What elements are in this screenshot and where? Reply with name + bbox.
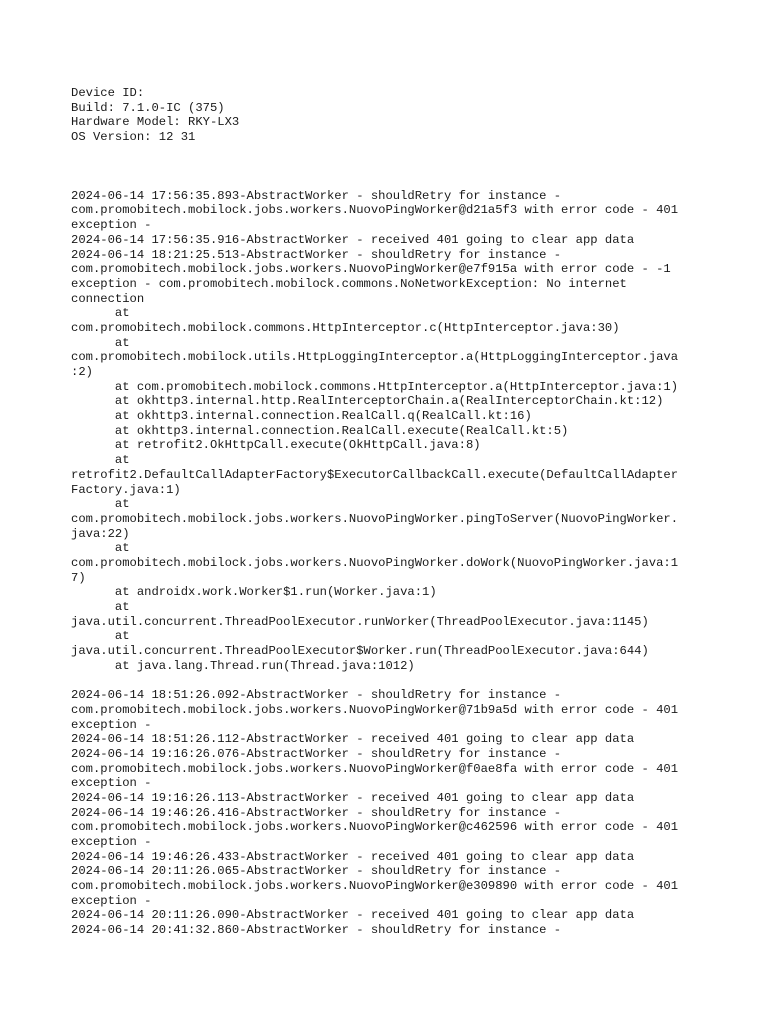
stack-trace-line: at xyxy=(71,629,130,644)
stack-trace-line: at okhttp3.internal.connection.RealCall.q(RealCall.kt:16) xyxy=(71,409,532,424)
stack-trace-line: com.promobitech.mobilock.jobs.workers.NuovoPingWorker.pingToServer(NuovoPingWorker. xyxy=(71,511,679,526)
stack-trace-line: at xyxy=(71,600,130,614)
log-line: com.promobitech.mobilock.jobs.workers.NuovoPingWorker@d21a5f3 with error code - 401 xyxy=(71,203,679,218)
stack-trace-line: at com.promobitech.mobilock.commons.HttpInterceptor.a(HttpInterceptor.java:1) xyxy=(71,379,679,394)
log-line: 2024-06-14 20:11:26.090-AbstractWorker - received 401 going to clear app data xyxy=(71,908,635,923)
device-info-header xyxy=(71,86,711,145)
stack-trace-line: Factory.java:1) xyxy=(71,482,181,497)
log-line: exception - xyxy=(71,218,152,233)
log-line: connection xyxy=(71,291,145,306)
stack-trace-line: :2) xyxy=(71,365,93,379)
device-id-line: Device ID: xyxy=(71,86,145,100)
stack-trace-line: at okhttp3.internal.connection.RealCall.execute(RealCall.kt:5) xyxy=(71,423,569,438)
stack-trace-line: at retrofit2.OkHttpCall.execute(OkHttpCall.java:8) xyxy=(71,438,481,453)
stack-trace-line: java.util.concurrent.ThreadPoolExecutor.runWorker(ThreadPoolExecutor.java:1145) xyxy=(71,614,649,629)
log-block-1 xyxy=(71,189,711,674)
stack-trace-line: at xyxy=(71,453,130,468)
stack-trace-line: at java.lang.Thread.run(Thread.java:1012) xyxy=(71,658,415,673)
stack-trace-line: com.promobitech.mobilock.commons.HttpInterceptor.c(HttpInterceptor.java:30) xyxy=(71,320,620,335)
log-line: 2024-06-14 19:16:26.113-AbstractWorker - received 401 going to clear app data xyxy=(71,790,635,805)
log-line: 2024-06-14 19:46:26.433-AbstractWorker - received 401 going to clear app data xyxy=(71,849,635,864)
log-line: com.promobitech.mobilock.jobs.workers.NuovoPingWorker@71b9a5d with error code - 401 xyxy=(71,702,679,717)
log-line: com.promobitech.mobilock.jobs.workers.NuovoPingWorker@f0ae8fa with error code - 401 xyxy=(71,761,679,776)
log-line: 2024-06-14 19:46:26.416-AbstractWorker - shouldRetry for instance - xyxy=(71,805,562,820)
stack-trace-line: at xyxy=(71,497,130,512)
log-line: 2024-06-14 18:51:26.092-AbstractWorker - shouldRetry for instance - xyxy=(71,688,562,703)
blank-line xyxy=(71,673,711,688)
stack-trace-line: at xyxy=(71,541,130,556)
log-line: 2024-06-14 18:51:26.112-AbstractWorker - received 401 going to clear app data xyxy=(71,732,635,747)
log-line: exception - xyxy=(71,717,152,732)
build-line: Build: 7.1.0-IC (375) xyxy=(71,100,225,115)
log-line: 2024-06-14 20:11:26.065-AbstractWorker - shouldRetry for instance - xyxy=(71,864,562,879)
stack-trace-line: 7) xyxy=(71,570,86,585)
stack-trace-line: com.promobitech.mobilock.utils.HttpLoggingInterceptor.a(HttpLoggingInterceptor.java xyxy=(71,350,679,365)
stack-trace-line: at androidx.work.Worker$1.run(Worker.java:1) xyxy=(71,585,437,600)
stack-trace-line: java.util.concurrent.ThreadPoolExecutor$Worker.run(ThreadPoolExecutor.java:644) xyxy=(71,644,649,659)
log-line: 2024-06-14 20:41:32.860-AbstractWorker - shouldRetry for instance - xyxy=(71,923,562,938)
log-line: com.promobitech.mobilock.jobs.workers.NuovoPingWorker@e7f915a with error code - -1 xyxy=(71,262,671,277)
stack-trace-line: com.promobitech.mobilock.jobs.workers.NuovoPingWorker.doWork(NuovoPingWorker.java:1 xyxy=(71,555,679,570)
log-line: exception - com.promobitech.mobilock.commons.NoNetworkException: No internet xyxy=(71,276,627,291)
log-line: 2024-06-14 19:16:26.076-AbstractWorker - shouldRetry for instance - xyxy=(71,746,562,761)
stack-trace-line: retrofit2.DefaultCallAdapterFactory$ExecutorCallbackCall.execute(DefaultCallAdapter xyxy=(71,467,679,482)
log-line: com.promobitech.mobilock.jobs.workers.NuovoPingWorker@e309890 with error code - 401 xyxy=(71,879,679,894)
log-block-2 xyxy=(71,688,711,938)
stack-trace-line: at okhttp3.internal.http.RealInterceptorChain.a(RealInterceptorChain.kt:12) xyxy=(71,394,664,409)
log-document xyxy=(71,86,711,938)
log-line: exception - xyxy=(71,835,152,849)
stack-trace-line: java:22) xyxy=(71,526,130,541)
log-line: exception - xyxy=(71,893,152,908)
log-line: 2024-06-14 18:21:25.513-AbstractWorker - shouldRetry for instance - xyxy=(71,247,562,262)
log-line: 2024-06-14 17:56:35.893-AbstractWorker - shouldRetry for instance - xyxy=(71,188,562,203)
hardware-model-line: Hardware Model: RKY-LX3 xyxy=(71,115,240,130)
log-line: 2024-06-14 17:56:35.916-AbstractWorker - received 401 going to clear app data xyxy=(71,232,635,247)
log-line: com.promobitech.mobilock.jobs.workers.NuovoPingWorker@c462596 with error code - 401 xyxy=(71,820,679,835)
os-version-line: OS Version: 12 31 xyxy=(71,130,196,145)
log-line: exception - xyxy=(71,776,152,791)
stack-trace-line: at xyxy=(71,335,130,350)
stack-trace-line: at xyxy=(71,306,130,321)
